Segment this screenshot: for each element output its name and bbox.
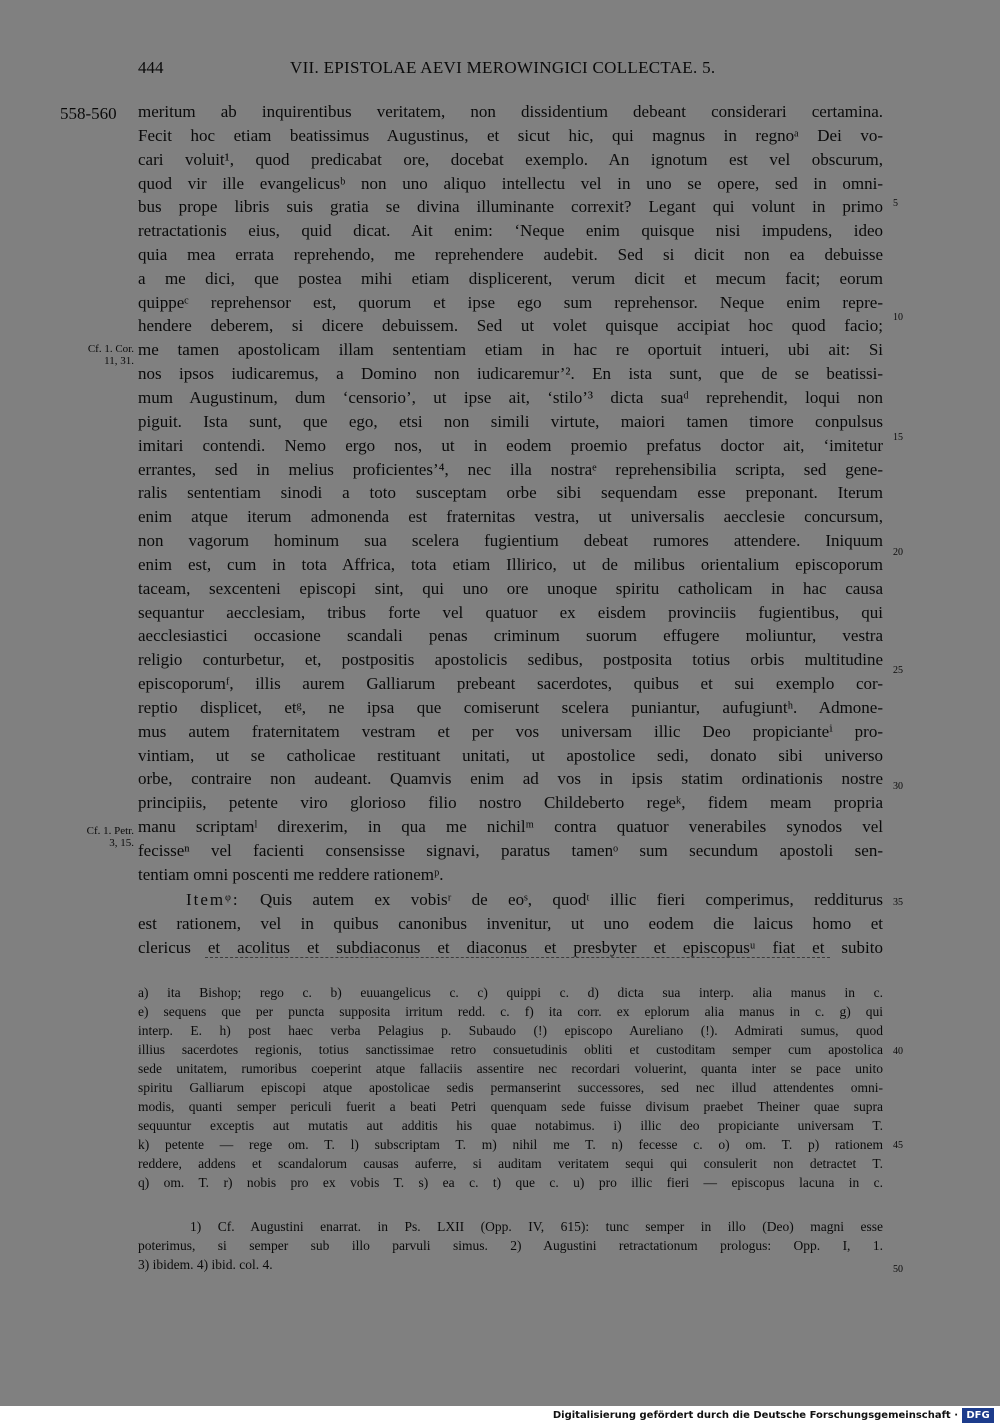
body-line: bus prope libris suis gratia se divina illuminante correxit? Legant qui volunt in primo	[138, 197, 883, 216]
body-line: nos ipsos iudicaremus, a Domino non iudicaremur’². En ista sunt, que de se beatissi-	[138, 364, 883, 383]
body-line: cari voluit¹, quod predicabat ore, docebat exemplo. An ignotum est vel obscurum,	[138, 150, 883, 169]
apparatus-line: modis, quanti semper periculi fuerit a beati Petri quenquam sede fuisse divisum praebet Theiner quae supra	[138, 1099, 883, 1114]
body-line: enim est, cum in tota Affrica, tota etiam Illirico, ut de milibus orientalium episcoporum	[138, 555, 883, 574]
apparatus-line: sequuntur exceptis aut mutatis aut additis his quae notabimus. i) illic deo propiciante universam T.	[138, 1118, 883, 1133]
body-line: piguit. Ista sunt, que ego, etsi non simili virtute, maiori tamen timore conpulsus	[138, 412, 883, 431]
line-number: 50	[893, 1264, 903, 1275]
body-line: retractationis eius, quid dicat. Ait enim: ‘Neque enim quisque nisi impudens, ideo	[138, 221, 883, 240]
body-line: quod vir ille evangelicusᵇ non uno aliquo intellectu vel in uno se opere, sed in omni-	[138, 174, 883, 193]
body-line: errantes, sed in melius proficientes’⁴, nec illa nostraᵉ reprehensibilia scripta, sed gene-	[138, 460, 883, 479]
body-line: tentiam omni poscenti me reddere rationemᵖ.	[138, 865, 444, 884]
body-line: hendere deberem, si dicere debuissem. Sed ut volet quisque accipiat hoc quod facio;	[138, 316, 883, 335]
line-number: 15	[893, 432, 903, 443]
scripture-ref-petr-verse: 3, 15.	[109, 837, 134, 849]
funding-credit: Digitalisierung gefördert durch die Deutsche Forschungsgemeinschaft ·	[552, 1410, 958, 1421]
page-number: 444	[138, 58, 164, 77]
item-heading: Itemᵠ:	[186, 890, 240, 909]
date-range: 558-560	[60, 104, 117, 123]
body-line: quippeᶜ reprehensor est, quorum et ipse ego sum reprehensor. Neque enim repre-	[138, 293, 883, 312]
item-line1-text: Quis autem ex vobisʳ de eoˢ, quodᵗ illic fieri comperimus, redditurus	[259, 890, 884, 909]
item-paragraph-line2: est rationem, vel in quibus canonibus invenitur, ut uno eodem die laicus homo et	[138, 914, 883, 933]
line-number: 40	[893, 1046, 903, 1057]
line-number: 10	[893, 312, 903, 323]
item-paragraph-line3: clericus et acolitus et subdiaconus et diaconus et presbyter et episcopusᵘ fiat et subito	[138, 938, 883, 957]
body-line: mum Augustinum, dum ‘censorio’, ut ipse ait, ‘stilo’³ dicta suaᵈ reprehendit, loqui non	[138, 388, 883, 407]
line-number: 25	[893, 665, 903, 676]
body-line: sequantur aecclesiam, tribus forte vel quatuor ex eisdem provinciis fugientibus, qui	[138, 603, 883, 622]
body-line: a me dici, que postea mihi etiam displicerent, verum dicit et mecum facit; eorum	[138, 269, 883, 288]
apparatus-line: a) ita Bishop; rego c. b) euuangelicus c. c) quippi c. d) dicta sua interp. alia manus in c.	[138, 985, 883, 1000]
scripture-ref-cor	[70, 343, 134, 367]
body-line: quia mea errata reprehendo, me reprehendere audebit. Sed si dicit non ea debuisse	[138, 245, 883, 264]
apparatus-line: spiritu Galliarum episcopi atque apostolicae sedis permanserint successores, sed nec illud attendentes omni-	[138, 1080, 883, 1095]
running-title: VII. EPISTOLAE AEVI MEROWINGICI COLLECTAE. 5.	[290, 58, 716, 77]
body-line: episcoporumᶠ, illis aurem Galliarum prebeant sacerdotes, quibus et sui exemplo cor-	[138, 674, 883, 693]
line-number: 45	[893, 1140, 903, 1151]
body-line: imitari contendi. Nemo ergo nos, ut in eodem proemio prefatus doctor ait, ‘imitetur	[138, 436, 883, 455]
body-line: meritum ab inquirentibus veritatem, non dissidentium debeant considerari certamina.	[138, 102, 883, 121]
body-line: non vagorum hominum sua scelera fugientium debeat rumores attendere. Iniquum	[138, 531, 883, 550]
source-note-line: 1) Cf. Augustini enarrat. in Ps. LXII (Opp. IV, 615): tunc semper in illo (Deo) magni esse	[190, 1219, 883, 1234]
line-number: 30	[893, 781, 903, 792]
body-line: Fecit hoc etiam beatissimus Augustinus, et sicut hic, qui magnus in regnoᵃ Dei vo-	[138, 126, 883, 145]
apparatus-line: q) om. T. r) nobis pro ex vobis T. s) ea c. t) que c. u) pro illic fieri — episcopus lacuna in c.	[138, 1175, 883, 1190]
body-line: ralis sententiam sinodi a toto susceptam orbe sibi sequendam esse preponant. Iterum	[138, 483, 883, 502]
body-line: orbe, contraire non audeant. Quamvis enim ad vos in ipsis statim ordinationis nostre	[138, 769, 883, 788]
body-line: vintiam, ut se catholicae restituant unitati, ut apostolice sedi, donato sibi universo	[138, 746, 883, 765]
scripture-ref-petr	[68, 825, 134, 849]
scripture-ref-petr-book: Cf. 1. Petr.	[86, 825, 134, 837]
body-line: enim atque iterum admonenda est fraternitas vestra, ut universalis aecclesie concursum,	[138, 507, 883, 526]
body-line: religio conturbetur, et, postpositis apostolicis sedibus, postposita totius orbis multitudine	[138, 650, 883, 669]
source-note-line: poterimus, si semper sub illo parvuli simus. 2) Augustini retractationum prologus: Opp. I, 1.	[138, 1238, 883, 1253]
apparatus-line: interp. E. h) post haec verba Pelagius p. Subaudo (!) episcopo Aureliano (!). Admirati sumus, quod	[138, 1023, 883, 1038]
scripture-ref-cor-verse: 11, 31.	[104, 355, 134, 367]
apparatus-line: e) sequens que per puncta supposita irritum redd. c. f) ita corr. ex eplorum alia manus in c. g) qui	[138, 1004, 883, 1019]
apparatus-line: k) petente — rege om. T. l) subscriptam T. m) nihil me T. n) fecesse c. o) om. T. p) rationem	[138, 1137, 883, 1152]
body-line: manu scriptamˡ direxerim, in qua me nichilᵐ contra quatuor venerabiles synodos vel	[138, 817, 883, 836]
line-number: 20	[893, 547, 903, 558]
dfg-logo-icon: DFG	[962, 1408, 994, 1423]
body-line: principiis, petente viro glorioso filio nostro Childeberto regeᵏ, fidem meam propria	[138, 793, 883, 812]
line-number: 5	[893, 198, 898, 209]
apparatus-line: reddere, addens et scandalorum causas auferre, si auditam veritatem sequi qui consulerit non detractet T.	[138, 1156, 883, 1171]
apparatus-line: sede unitatem, rumoribus coeperint atque fallaciis assentire nec recordari voluerint, quanta inter se pace unito	[138, 1061, 883, 1076]
footnote-separator	[205, 957, 830, 958]
item-paragraph-line1	[138, 888, 883, 912]
body-line: fecisseⁿ vel facienti consensisse signavi, paratus tamenᵒ sum secundum apostoli sen-	[138, 841, 883, 860]
body-line: reptio displicet, etᵍ, ne ipsa que comiserunt scelera puniantur, aufugiuntʰ. Admone-	[138, 698, 883, 717]
source-note-line: 3) ibidem. 4) ibid. col. 4.	[138, 1257, 273, 1272]
apparatus-line: illius sacerdotes regionis, totius sanctissimae retro consuetudinis obliti et custoditam semper cum apostolica	[138, 1042, 883, 1057]
body-line: aecclesiastici occasione scandali penas criminum suorum effugere moliuntur, vestra	[138, 626, 883, 645]
line-number: 35	[893, 897, 903, 908]
body-line: me tamen apostolicam illam sententiam etiam in hac re oportuit intueri, ubi ait: Si	[138, 340, 883, 359]
body-line: taceam, sexcenteni episcopi sint, qui uno ore unoque spiritu catholicam in hac causa	[138, 579, 883, 598]
scripture-ref-cor-book: Cf. 1. Cor.	[87, 343, 134, 355]
body-line: mus autem fraternitatem vestram et per vos universam illic Deo propicianteⁱ pro-	[138, 722, 883, 741]
